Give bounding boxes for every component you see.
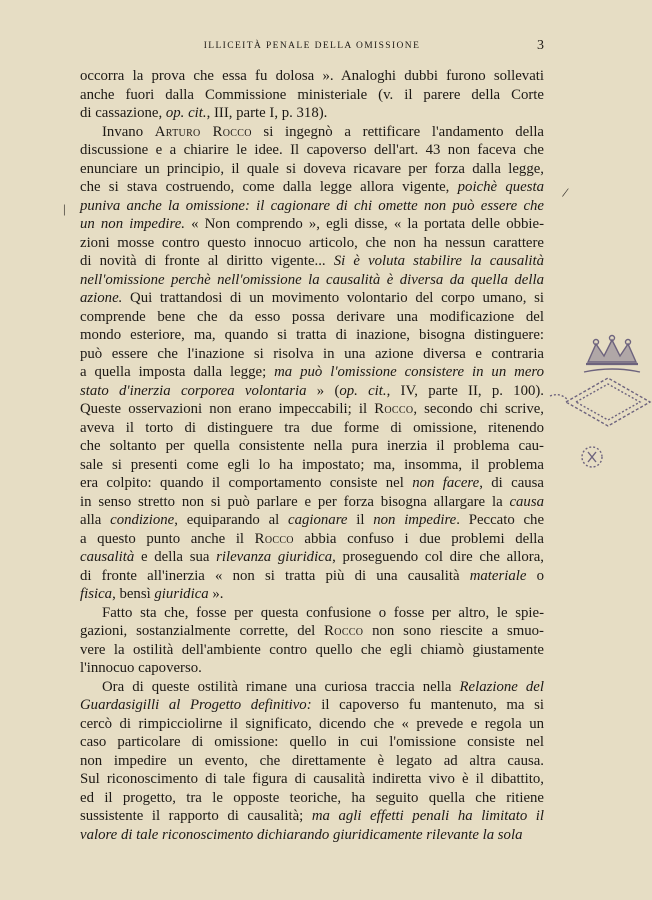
text-segment: « Non comprendo », egli disse, « la portata delle obbie- — [184, 216, 545, 232]
italic-text: un non impedire. — [80, 216, 185, 232]
text-segment: di fronte all'inerzia « non si tratta più di una causalità — [80, 567, 470, 584]
text-line — [80, 345, 544, 364]
text-line — [80, 86, 544, 105]
text-segment: , IV, parte II, p. 100). — [386, 382, 544, 399]
text-line — [80, 382, 544, 401]
text-segment: Sul riconoscimento di tale figura di causalità indiretta vivo è il dibattito, — [80, 771, 544, 787]
text-segment: si ingegnò a rettificare l'andamento della — [251, 123, 544, 140]
text-line — [80, 252, 544, 271]
italic-text: Guardasigilli al Progetto definitivo: — [80, 697, 312, 713]
text-segment: Qui trattandosi di un movimento volontario del corpo umano, si — [122, 290, 544, 306]
text-segment: cercò di rimpicciolirne il significato, dicendo che « prevede e regola un — [80, 715, 544, 732]
text-line — [80, 659, 544, 678]
text-line — [80, 641, 544, 660]
text-segment: caso particolare di omissione: quello in cui l'omissione consiste nel — [80, 734, 544, 750]
text-line — [80, 530, 544, 549]
italic-text: condizione — [110, 512, 175, 528]
text-segment: l'innocuo capoverso. — [80, 660, 202, 676]
text-line — [80, 400, 544, 419]
text-line — [80, 548, 544, 567]
text-line — [80, 678, 544, 697]
text-line — [80, 456, 544, 475]
margin-pencil-mark: / — [560, 185, 570, 202]
text-segment: gazioni, sostanzialmente corrette, del — [80, 623, 325, 639]
italic-text: op. cit. — [339, 382, 387, 399]
text-segment: era colpito: quando il comportamento consiste nel — [80, 475, 413, 491]
text-segment: Invano — [102, 123, 155, 140]
italic-text: valore di tale riconoscimento dichiarando giuridicamente rilevante la sola — [80, 826, 523, 843]
italic-text: cagionare — [288, 512, 348, 528]
text-line — [80, 419, 544, 438]
text-segment: a questo punto anche il — [80, 530, 255, 547]
text-line — [80, 234, 544, 253]
text-segment: occorra la prova che essa fu dolosa ». Analoghi dubbi furono sollevati — [80, 68, 544, 84]
text-line — [80, 178, 544, 197]
author-name: Rocco — [374, 401, 414, 417]
text-segment: zioni mosse contro questo innocuo articolo, che non ha nessun carattere — [80, 234, 544, 251]
text-line — [80, 197, 544, 216]
page-header — [80, 38, 544, 58]
italic-text: giuridica — [154, 586, 209, 602]
text-segment: il — [347, 512, 374, 528]
text-line — [80, 733, 544, 752]
italic-text: nell'omissione perchè nell'omissione la causalità è diversa da quella della — [80, 271, 544, 288]
text-line — [80, 622, 544, 641]
page-number: 3 — [537, 38, 544, 53]
italic-text: non facere — [412, 475, 480, 491]
margin-pencil-mark: | — [63, 201, 66, 216]
text-segment: ». — [208, 586, 224, 602]
text-segment: sussistente il rapporto di causalità; — [80, 808, 312, 824]
text-line — [80, 567, 544, 586]
text-line — [80, 511, 544, 530]
text-line — [80, 807, 544, 826]
italic-text: fisica — [80, 586, 113, 602]
text-segment: , III, parte I, p. 318). — [206, 105, 328, 121]
text-segment: , di causa — [479, 475, 544, 491]
italic-text: causa — [509, 493, 544, 510]
text-line — [80, 141, 544, 160]
text-segment: a quella imposta dalla legge; — [80, 364, 275, 380]
text-segment: non impedire un evento, che direttamente è legato ad altra causa. — [80, 752, 544, 769]
text-line — [80, 160, 544, 179]
italic-text: rilevanza giuridica — [216, 549, 333, 565]
text-line — [80, 104, 544, 123]
italic-text: stato d'inerzia corporea volontaria — [80, 382, 307, 399]
author-name: Rocco — [324, 623, 364, 639]
text-segment: discussione e a chiarire le idee. Il capoverso dell'art. 43 non faceva che — [80, 142, 544, 158]
text-segment: enunciare un principio, il quale si doveva ricavare per forza dalla legge, — [80, 160, 544, 177]
text-segment: , secondo chi scrive, — [413, 401, 544, 417]
text-segment: mondo esteriore, ma, quando si tratta di inazione, bisogna distinguere: — [80, 327, 544, 343]
running-title: ILLICEITÀ PENALE DELLA OMISSIONE — [203, 41, 421, 51]
text-line — [80, 363, 544, 382]
text-segment: comprende bene che da esso possa derivare una modificazione del — [80, 308, 544, 325]
text-segment: » ( — [306, 382, 340, 399]
text-segment: vere la ostilità dell'ambiente contro quello che egli chiamò giustamente — [80, 641, 544, 658]
text-segment: e della sua — [134, 549, 217, 565]
text-segment: abbia confuso i due problemi della — [293, 530, 544, 547]
text-line — [80, 215, 544, 234]
text-line — [80, 789, 544, 808]
italic-text: puniva anche la omissione: il cagionare di chi omette non può essere che — [80, 197, 544, 214]
text-line — [80, 289, 544, 308]
text-line — [80, 474, 544, 493]
text-segment: sale si presenti come egli lo ha impostato; ma, insomma, il problema — [80, 456, 544, 473]
text-segment: o — [526, 567, 544, 584]
text-line — [80, 696, 544, 715]
text-line — [80, 604, 544, 623]
text-segment: in senso stretto non si può parlare e per forza bisogna allargare la — [80, 493, 510, 510]
text-line — [80, 770, 544, 789]
text-segment: , proseguendo col dire che allora, — [332, 549, 544, 565]
body-text — [80, 67, 544, 844]
text-line — [80, 123, 544, 142]
text-segment: , bensì — [112, 586, 155, 602]
text-line — [80, 326, 544, 345]
text-segment: anche fuori dalla Commissione ministeriale (v. il parere della Corte — [80, 86, 544, 103]
text-segment: aveva il torto di distinguere tra due forme di omissione, ritenendo — [80, 419, 544, 436]
text-line — [80, 67, 544, 86]
text-line — [80, 752, 544, 771]
text-segment: , equiparando al — [174, 512, 289, 528]
author-name: Arturo Rocco — [154, 123, 252, 140]
text-segment: alla — [80, 512, 111, 528]
text-line — [80, 715, 544, 734]
italic-text: poichè questa — [457, 179, 545, 195]
text-segment: Queste osservazioni non erano impeccabili; il — [80, 401, 375, 417]
text-line — [80, 493, 544, 512]
text-segment: Ora di queste ostilità rimane una curiosa traccia nella — [102, 678, 460, 695]
text-line — [80, 826, 544, 845]
italic-text: ma può l'omissione consistere in un mero — [274, 364, 545, 380]
text-segment: il capoverso fu mantenuto, ma si — [311, 697, 544, 713]
text-line — [80, 308, 544, 327]
italic-text: azione. — [80, 290, 123, 306]
text-segment: . Peccato che — [456, 512, 545, 528]
text-line — [80, 585, 544, 604]
library-stamp-crown-icon — [548, 322, 652, 474]
text-segment: di novità di fronte al diritto vigente... — [80, 253, 334, 269]
italic-text: materiale — [469, 567, 527, 584]
italic-text: non impedire — [373, 512, 457, 528]
italic-text: ma agli effetti penali ha limitato il — [311, 808, 545, 824]
text-segment: può essere che l'inazione si risolva in una azione diversa e contraria — [80, 345, 544, 362]
italic-text: Relazione del — [459, 678, 544, 695]
text-segment: che si stava costruendo, come dalla legge allora vigente, — [80, 179, 458, 195]
text-segment: ed il progetto, tra le opposte teoriche, ha seguito quella che ritiene — [80, 789, 544, 806]
italic-text: causalità — [80, 549, 135, 565]
text-segment: non sono riescite a smuo- — [363, 623, 544, 639]
text-segment: Fatto sta che, fosse per questa confusione o fosse per altro, le spie- — [102, 604, 544, 621]
author-name: Rocco — [254, 530, 294, 547]
text-segment: di cassazione, — [80, 105, 166, 121]
text-segment: che soltanto per quella consistente nella pura inerzia il problema cau- — [80, 438, 544, 454]
italic-text: op. cit. — [165, 105, 207, 121]
italic-text: Si è voluta stabilire la causalità — [333, 253, 544, 269]
text-line — [80, 437, 544, 456]
text-line — [80, 271, 544, 290]
